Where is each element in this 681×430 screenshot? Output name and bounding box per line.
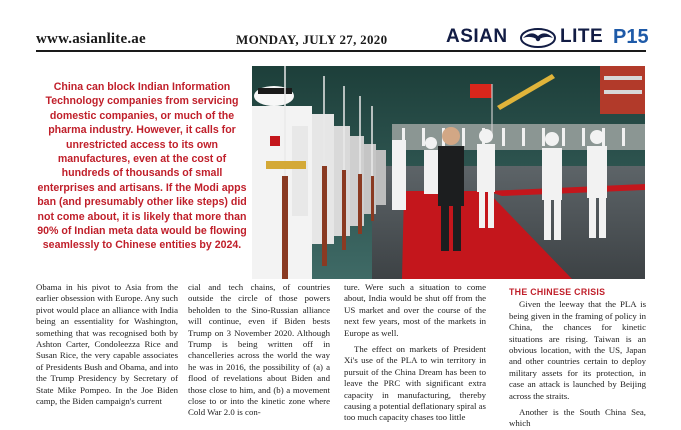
issue-date: MONDAY, JULY 27, 2020	[236, 32, 388, 47]
paragraph: Another is the South China Sea, which	[509, 407, 646, 429]
pull-quote: China can block Indian Information Technology companies from servicing domestic companies, or much of the pharma industry. However, it calls for unrestricted access to its own manufactures, even at the cost of hundreds of thousands of small enterprises and artisans. If the Modi apps ban (and presumably other like steps) did not come about, it is likely that more than 90% of Indian meta data would be flowing seamlessly to Chinese entities by 2024.	[37, 81, 247, 252]
brand-name-right: LITE	[560, 26, 604, 47]
article-column-4	[509, 282, 646, 430]
paragraph: ture. Were such a situation to come about, India would be shut off from the US market and over the course of the next few years, most of the markets in Europe as well.	[344, 282, 486, 338]
article-column-3	[344, 282, 486, 424]
masthead	[0, 0, 681, 58]
header-rule	[36, 50, 646, 52]
section-heading: THE CHINESE CRISIS	[509, 287, 606, 297]
brand-name-left: ASIAN	[446, 26, 508, 47]
paragraph: cial and tech chains, of countries outside the circle of those powers beholden to the Sino-Russian alliance will continue, even if Biden bests Trump on 3 November 2020. Although Trump is being written off in chancelleries across the world the way he was in 2016, the possibility of (a) a flood of revelations about Biden and those close to him, and (b) a movement close to or into the kinetic zone where Cold War 2.0 is con-	[188, 282, 330, 418]
article-photo	[252, 66, 645, 279]
article-column-2	[188, 282, 330, 419]
paragraph: Obama in his pivot to Asia from the earlier obsession with Europe. Any such pivot would place an alliance with India being an essentiality for Washington, something that was recognised both by Ashton Carter, Condoleezza Rice and Susan Rice, the very capable associates of Presidents Bush and Obama, and into the Trump Presidency by Secretary of State Mike Pompeo. In the Joe Biden camp, the Biden campaign's current	[36, 282, 178, 407]
site-url[interactable]: www.asianlite.ae	[36, 31, 146, 47]
eagle-emblem-icon	[519, 27, 557, 49]
article-column-1	[36, 282, 178, 407]
page-number: P15	[613, 26, 649, 48]
paragraph: The effect on markets of President Xi's use of the PLA to win territory in pursuit of the China Dream has been to leave the PRC with significant extra capacity in manufacturing, thereby causing a potential deflationary spiral as too much capacity chases too little	[344, 344, 486, 423]
photo-navy-review-icon	[252, 66, 645, 279]
paragraph: Given the leeway that the PLA is being given in the framing of policy in China, the chances for kinetic situations are rising. Taiwan is an obvious location, with the US, Japan and other countries certain to deploy military assets for its protection, in case an attack is launched by Beijing across the straits.	[509, 299, 646, 401]
